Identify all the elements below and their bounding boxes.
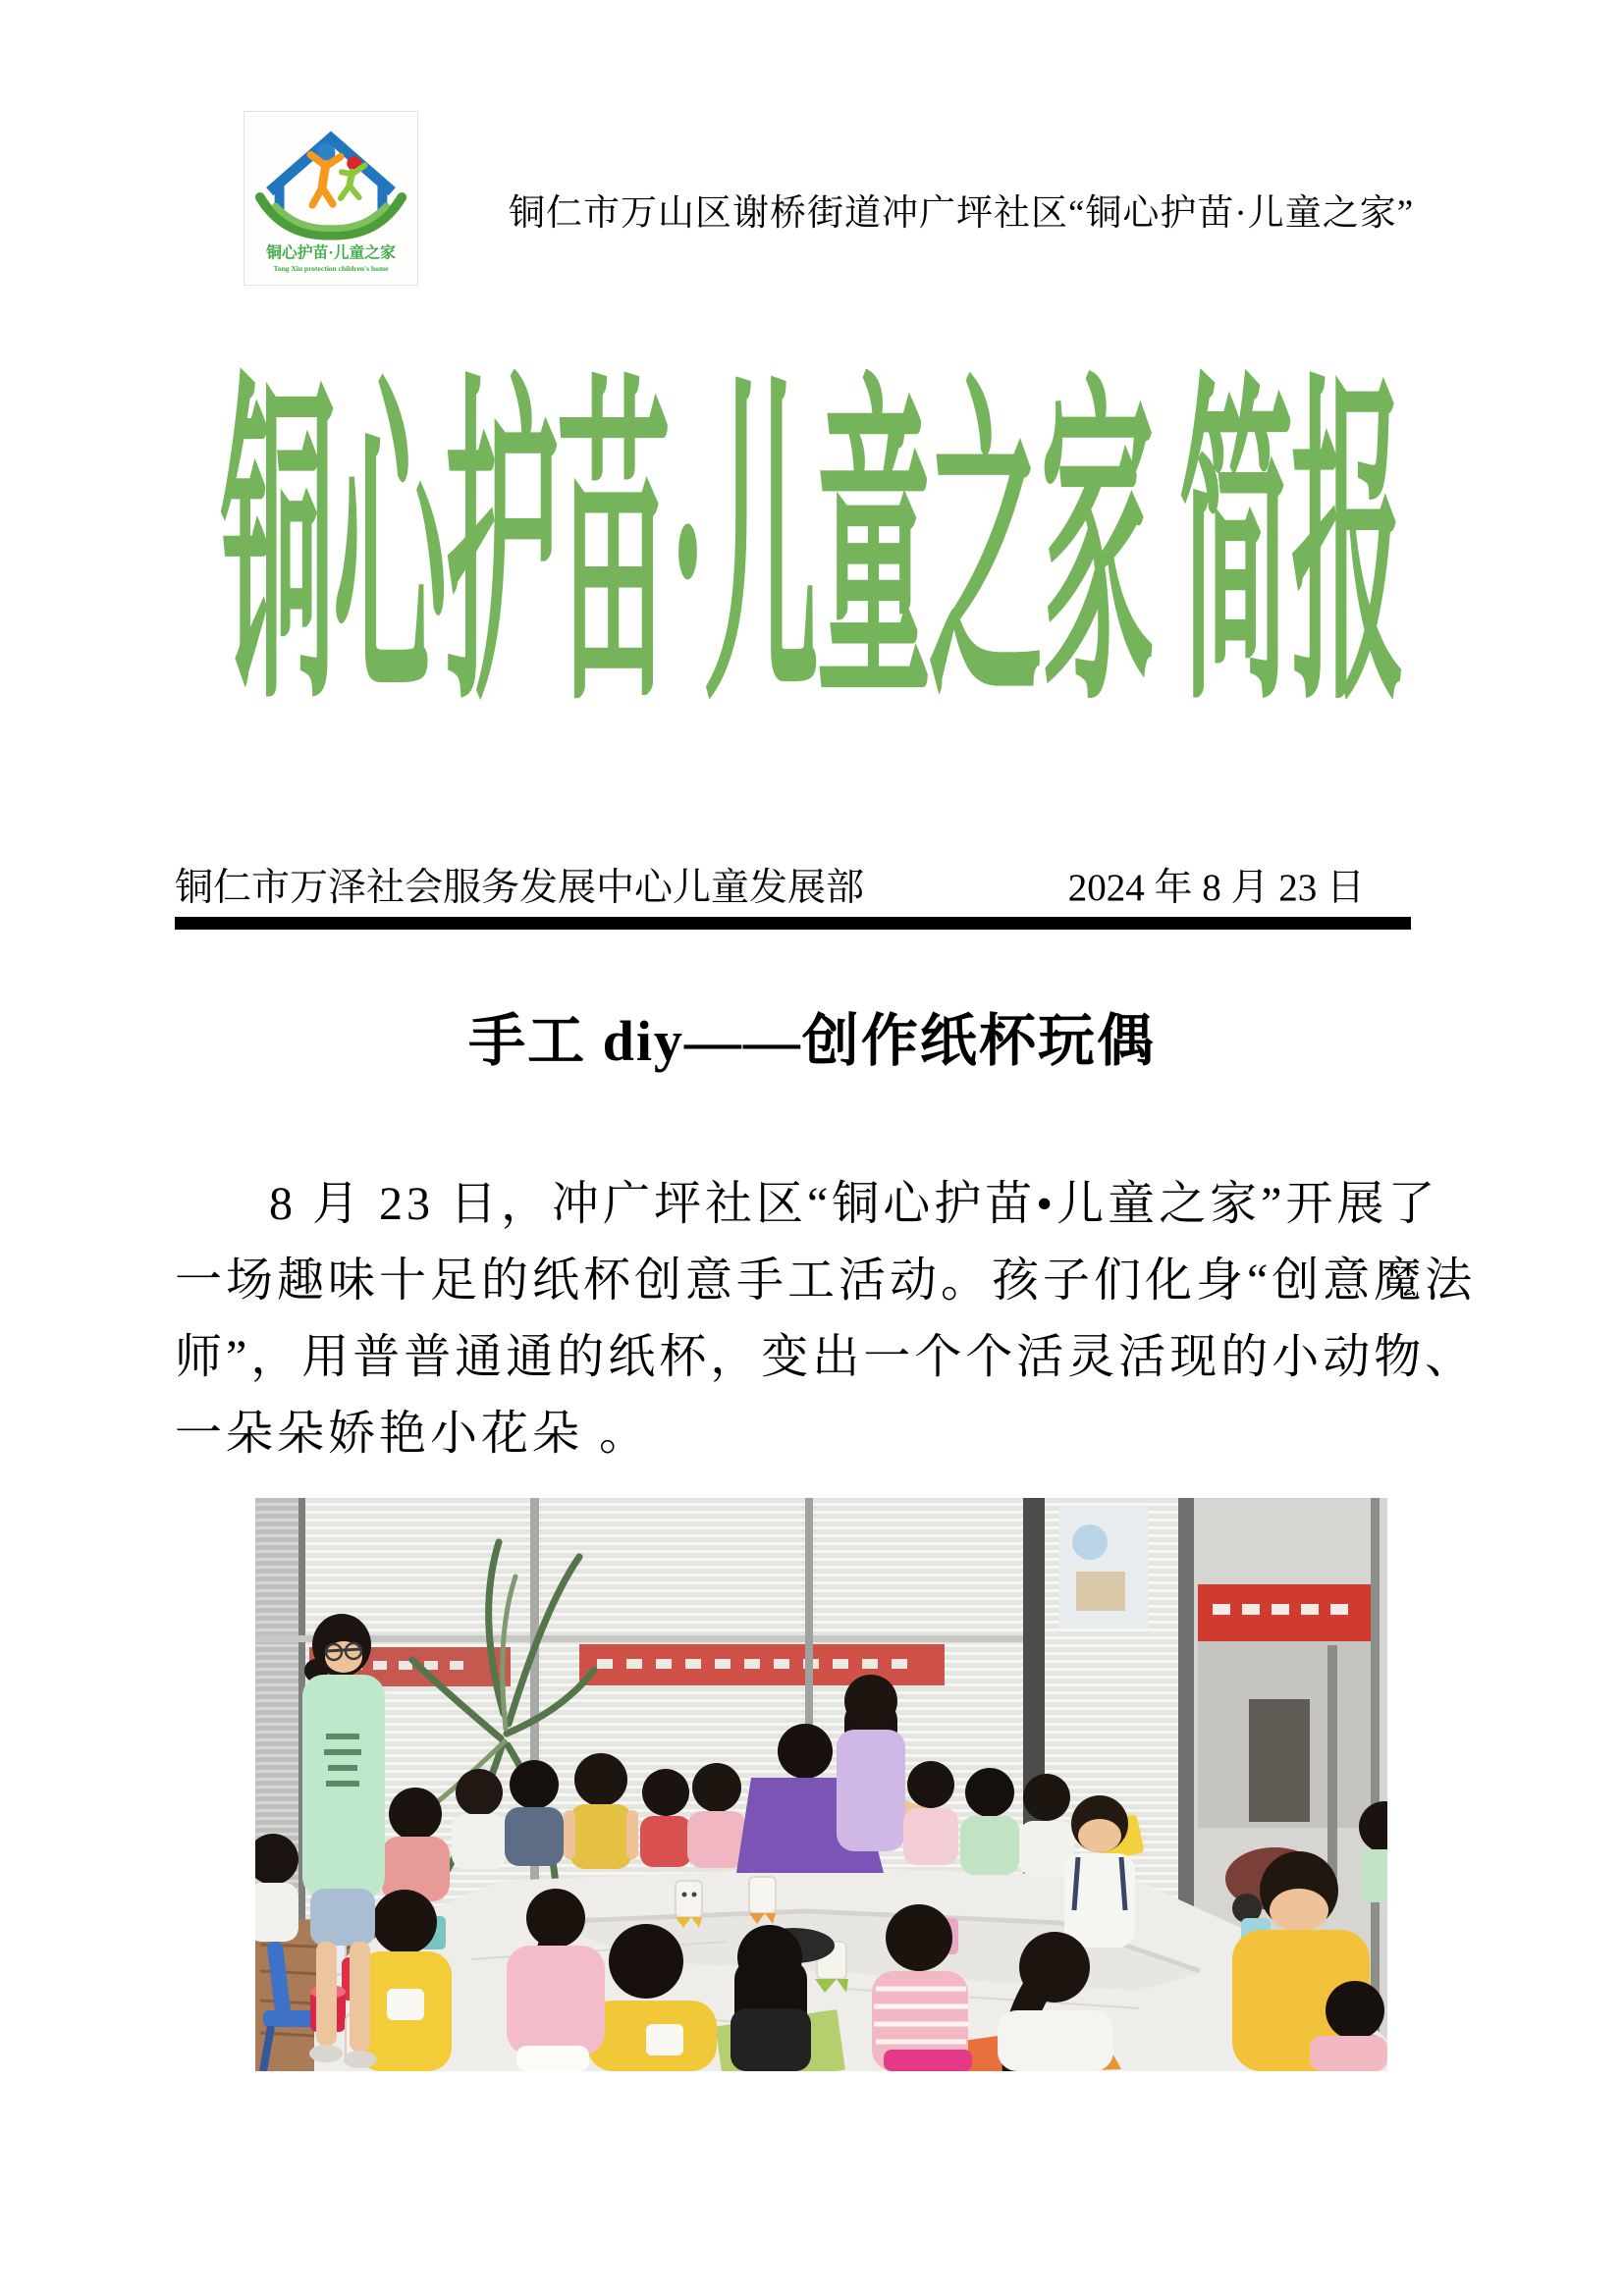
organization-logo [244, 111, 418, 286]
article-body [175, 1166, 1477, 1472]
article-title: 手工 diy——创作纸杯玩偶 [468, 1009, 1156, 1073]
body-line: 8 月 23 日，冲广坪社区“铜心护苗•儿童之家”开展了 [269, 1178, 1439, 1230]
issuer-name: 铜仁市万泽社会服务发展中心儿童发展部 [175, 867, 865, 909]
masthead-rule [175, 917, 1411, 930]
body-line: 一朵朵娇艳小花朵 。 [175, 1408, 651, 1460]
body-line: 一场趣味十足的纸杯创意手工活动。孩子们化身“创意魔法 [175, 1255, 1477, 1307]
header-org-line: 铜仁市万山区谢桥街道冲广坪社区“铜心护苗·儿童之家” [509, 193, 1415, 234]
issuer-row [175, 866, 1365, 911]
activity-photo [255, 1498, 1387, 2071]
body-line: 师”，用普普通通的纸杯，变出一个个活灵活现的小动物、 [175, 1331, 1477, 1383]
masthead-title: 铜心护苗·儿童之家 简报 [221, 362, 1403, 743]
house-children-logo-icon [244, 112, 417, 285]
logo-title-text: 铜心护苗·儿童之家 [266, 244, 396, 262]
issue-date: 2024 年 8 月 23 日 [1067, 867, 1365, 909]
logo-subtitle-text: Tong Xin protection children's home [273, 264, 389, 274]
